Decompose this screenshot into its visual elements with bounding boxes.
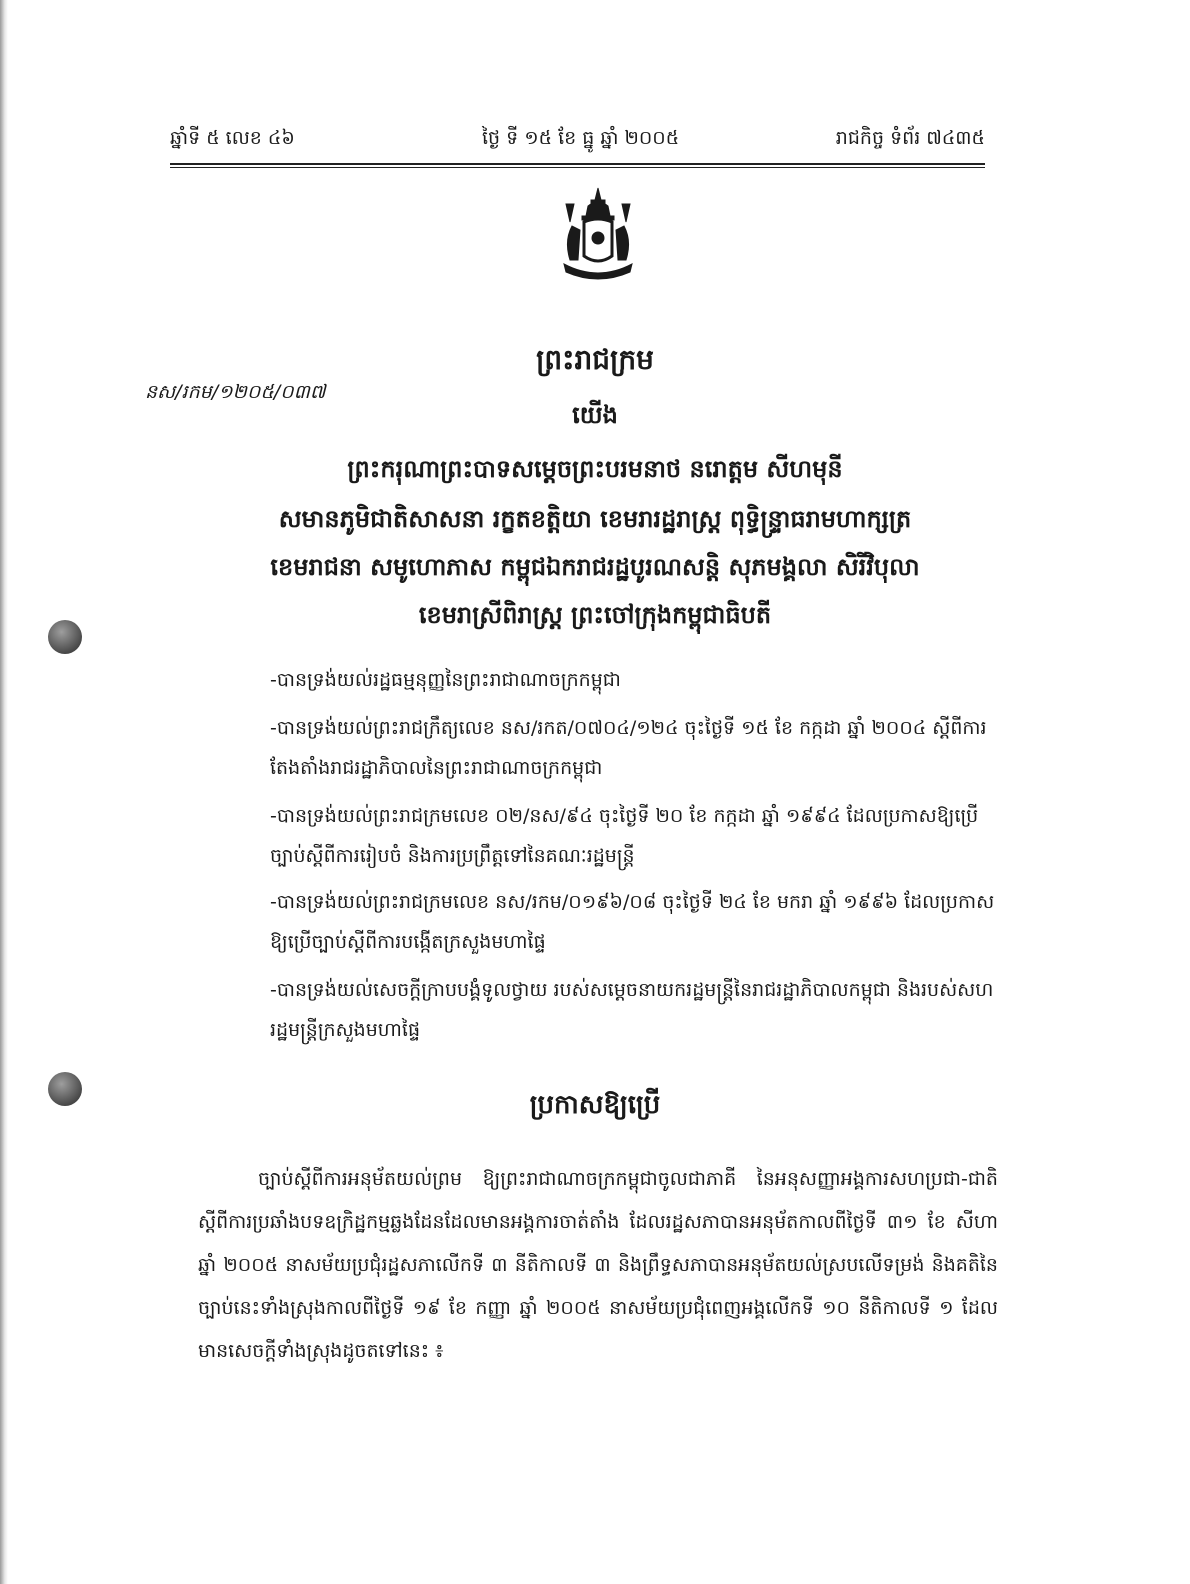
header-rule-thin	[170, 167, 985, 168]
citation-item: -បានទ្រង់យល់ព្រះរាជក្រមលេខ នស/រកម/០១៩៦/០៨ ចុះថ្ងៃទី ២៤ ខែ មករា ឆ្នាំ ១៩៩៦ ដែលប្រកាស ឱ្យប្រើច្បាប់ស្តីពីការបង្កើតក្រសួងមហាផ្ទៃ	[270, 891, 995, 953]
royal-arms-emblem	[558, 186, 638, 286]
punch-hole	[48, 1072, 82, 1106]
royal-title-line: ព្រះករុណាព្រះបាទសម្តេចព្រះបរមនាថ នរោត្តម សីហមុនី	[347, 455, 843, 483]
header-page: រាជកិច្ច ទំព័រ ៧៤៣៥	[835, 127, 985, 149]
citation-item: -បានទ្រង់យល់ព្រះរាជក្រមលេខ ០២/នស/៩៤ ចុះថ្ងៃទី ២០ ខែ កក្កដា ឆ្នាំ ១៩៩៤ ដែលប្រកាសឱ្យប្រើច្បាប់ស្តីពីការរៀបចំ និងការប្រព្រឹត្តទៅនៃគណៈរដ្ឋមន្ត្រី	[270, 805, 979, 867]
citation-item: -បានទ្រង់យល់រដ្ឋធម្មនុញ្ញនៃព្រះរាជាណាចក្រកម្ពុជា	[270, 669, 621, 691]
punch-hole	[48, 620, 82, 654]
header-date: ថ្ងៃ ទី ១៥ ខែ ធ្នូ ឆ្នាំ ២០០៥	[482, 127, 680, 149]
header-rule	[170, 163, 985, 165]
citation-item: -បានទ្រង់យល់សេចក្តីក្រាបបង្គំទូលថ្វាយ របស់សម្តេចនាយករដ្ឋមន្ត្រីនៃរាជរដ្ឋាភិបាលកម្ពុជា និងរបស់សហរដ្ឋមន្ត្រីក្រសួងមហាផ្ទៃ	[270, 979, 994, 1041]
we-heading: យើង	[572, 401, 618, 429]
royal-title-line: ខេមរាស្រីពិរាស្ត្រ ព្រះចៅក្រុងកម្ពុជាធិបតី	[418, 601, 772, 629]
decree-number: នស/រកម/១២០៥/០៣៧	[145, 381, 326, 403]
citation-item: -បានទ្រង់យល់ព្រះរាជក្រឹត្យលេខ នស/រកត/០៧០៤/១២៤ ចុះថ្ងៃទី ១៥ ខែ កក្កដា ឆ្នាំ ២០០៤ ស្តីពីការតែងតាំងរាជរដ្ឋាភិបាលនៃព្រះរាជាណាចក្រកម្ពុជា	[270, 717, 987, 779]
running-header	[170, 126, 985, 156]
royal-title-line: សមានភូមិជាតិសាសនា រក្ខតខត្តិយា ខេមរារដ្ឋរាស្ត្រ ពុទ្ធិន្ទ្រាធរាមហាក្សត្រ	[278, 505, 912, 533]
scan-edge-shadow	[0, 0, 8, 1584]
promulgation-heading: ប្រកាសឱ្យប្រើ	[529, 1090, 661, 1120]
document-type-title: ព្រះរាជក្រម	[536, 343, 654, 376]
header-issue: ឆ្នាំទី ៥ លេខ ៤៦	[170, 127, 295, 149]
royal-title-line: ខេមរាជនា សមូហោភាស កម្ពុជឯករាជរដ្ឋបូរណសន្តិ សុភមង្គលា សិរីវិបុលា	[270, 553, 920, 581]
body-paragraph: ច្បាប់ស្តីពីការអនុម័តយល់ព្រម ឱ្យព្រះរាជាណាចក្រកម្ពុជាចូលជាភាគី នៃអនុសញ្ញាអង្គការសហប្រជា-ជាតិស្តីពីការប្រឆាំងបទឧក្រិដ្ឋកម្មឆ្លងដែនដែលមានអង្គការចាត់តាំង ដែលរដ្ឋសភាបានអនុម័តកាលពីថ្ងៃទី ៣១ ខែ សីហា ឆ្នាំ ២០០៥ នាសម័យប្រជុំរដ្ឋសភាលើកទី ៣ នីតិកាលទី ៣ និងព្រឹទ្ធសភាបានអនុម័តយល់ស្របលើទម្រង់ និងគតិនៃច្បាប់នេះទាំងស្រុងកាលពីថ្ងៃទី ១៩ ខែ កញ្ញា ឆ្នាំ ២០០៥ នាសម័យប្រជុំពេញអង្គលើកទី ១០ នីតិកាលទី ១ ដែលមានសេចក្តីទាំងស្រុងដូចតទៅនេះ ៖	[198, 1168, 998, 1362]
